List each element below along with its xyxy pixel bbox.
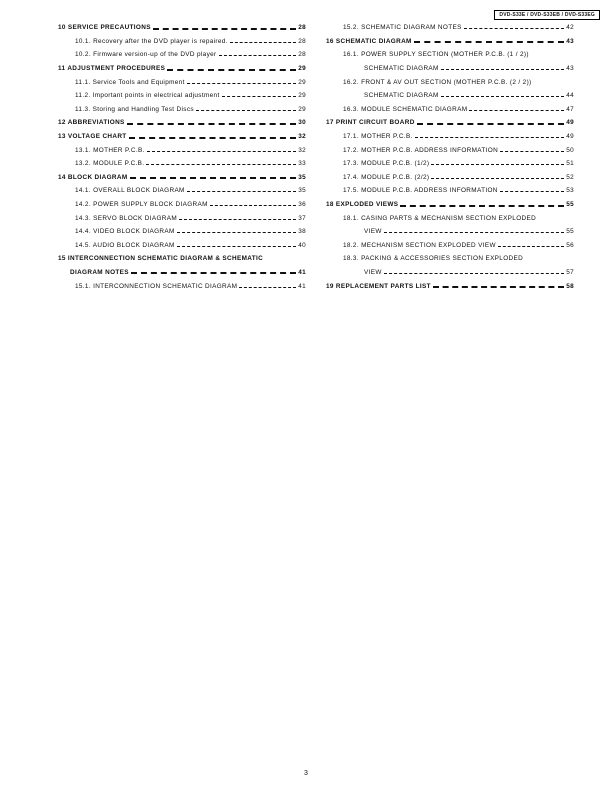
toc-entry[interactable] [326, 225, 574, 239]
dot-leader [431, 164, 564, 165]
toc-entry-title: 14 BLOCK DIAGRAM [58, 173, 128, 181]
toc-entry-title: 13 VOLTAGE CHART [58, 133, 127, 141]
page-number: 3 [304, 770, 308, 777]
toc-entry-title: 16 SCHEMATIC DIAGRAM [326, 37, 412, 45]
dot-leader [219, 55, 297, 56]
toc-entry[interactable] [326, 130, 574, 144]
toc-entry[interactable] [326, 75, 574, 89]
toc-entry[interactable] [58, 252, 306, 266]
dot-leader [230, 42, 296, 43]
toc-entry-page: 29 [298, 105, 306, 113]
toc-right-column [326, 21, 574, 293]
toc-entry-title: 13.2. MODULE P.C.B. [75, 160, 145, 168]
dot-leader [417, 123, 565, 125]
toc-entry-page: 44 [566, 92, 574, 100]
dot-leader [177, 232, 297, 233]
toc-entry-page: 35 [298, 187, 306, 195]
toc-entry-title: 15.1. INTERCONNECTION SCHEMATIC DIAGRAM [75, 282, 238, 290]
dot-leader [167, 69, 296, 71]
dot-leader [441, 69, 564, 70]
dot-leader [500, 151, 564, 152]
dot-leader [153, 28, 296, 30]
toc-entry[interactable] [58, 279, 306, 293]
dot-leader [187, 83, 296, 84]
toc-entry-title: 13.1. MOTHER P.C.B. [75, 146, 145, 154]
toc-entry[interactable] [326, 239, 574, 253]
toc-entry[interactable] [326, 266, 574, 280]
toc-entry-title: 14.2. POWER SUPPLY BLOCK DIAGRAM [75, 201, 208, 209]
dot-leader [146, 164, 296, 165]
toc-entry-title: 16.3. MODULE SCHEMATIC DIAGRAM [343, 105, 468, 113]
toc-entry[interactable] [58, 89, 306, 103]
toc-entry-title: 18.2. MECHANISM SECTION EXPLODED VIEW [343, 241, 496, 249]
toc-entry-title: 10 SERVICE PRECAUTIONS [58, 24, 151, 32]
toc-entry[interactable] [326, 35, 574, 49]
toc-entry-page: 29 [298, 92, 306, 100]
toc-entry-title: 14.1. OVERALL BLOCK DIAGRAM [75, 187, 185, 195]
toc-entry-page: 28 [298, 51, 306, 59]
toc-entry[interactable] [58, 48, 306, 62]
toc-entry-page: 33 [298, 160, 306, 168]
toc-entry-page: 38 [298, 228, 306, 236]
toc-entry-page: 35 [298, 173, 306, 181]
toc-entry[interactable] [326, 198, 574, 212]
toc-entry-title: 10.1. Recovery after the DVD player is repaired. [75, 37, 228, 45]
dot-leader [414, 41, 564, 43]
toc-entry[interactable] [58, 103, 306, 117]
toc-entry-page: 28 [298, 24, 306, 32]
dot-leader [179, 219, 296, 220]
toc-entry-title: SCHEMATIC DIAGRAM [364, 92, 439, 100]
dot-leader [400, 205, 564, 207]
toc-entry-page: 53 [566, 187, 574, 195]
dot-leader [210, 205, 296, 206]
toc-entry-title: 11.1. Service Tools and Equipment [75, 78, 185, 86]
toc-entry[interactable] [326, 48, 574, 62]
toc-entry-page: 37 [298, 214, 306, 222]
toc-entry-page: 32 [298, 146, 306, 154]
toc-entry-page: 55 [566, 201, 574, 209]
dot-leader [147, 151, 296, 152]
toc-entry[interactable] [58, 171, 306, 185]
dot-leader [177, 246, 297, 247]
model-header: DVD-S33E / DVD-S33EB / DVD-S33EG [494, 10, 600, 20]
toc-entry[interactable] [326, 89, 574, 103]
toc-entry[interactable] [326, 279, 574, 293]
toc-entry[interactable] [326, 21, 574, 35]
toc-entry-title: 11.2. Important points in electrical adjustment [75, 92, 220, 100]
toc-entry[interactable] [58, 225, 306, 239]
toc-entry[interactable] [58, 62, 306, 76]
toc-entry-title: 14.5. AUDIO BLOCK DIAGRAM [75, 241, 175, 249]
dot-leader [384, 232, 564, 233]
toc-entry-title: 10.2. Firmware version-up of the DVD player [75, 51, 217, 59]
toc-entry-title: 18.3. PACKING & ACCESSORIES SECTION EXPLODED [343, 255, 524, 263]
toc-entry[interactable] [58, 130, 306, 144]
toc-entry-title: 11.3. Storing and Handling Test Discs [75, 105, 194, 113]
toc-entry[interactable] [58, 239, 306, 253]
dot-leader [129, 137, 297, 139]
toc-entry-page: 52 [566, 173, 574, 181]
toc-entry-page: 43 [566, 65, 574, 73]
toc-entry-title: 11 ADJUSTMENT PROCEDURES [58, 65, 166, 73]
toc-entry-title: 14.4. VIDEO BLOCK DIAGRAM [75, 228, 175, 236]
toc-entry-page: 50 [566, 146, 574, 154]
toc-entry-page: 51 [566, 160, 574, 168]
toc-entry-title: 18.1. CASING PARTS & MECHANISM SECTION EXPLODED [343, 214, 537, 222]
dot-leader [131, 272, 296, 274]
dot-leader [196, 110, 296, 111]
toc-entry[interactable] [58, 184, 306, 198]
toc-entry-page: 29 [298, 78, 306, 86]
toc-entry-title: 18 EXPLODED VIEWS [326, 201, 399, 209]
toc-entry[interactable] [326, 143, 574, 157]
toc-entry-title: 14.3. SERVO BLOCK DIAGRAM [75, 214, 178, 222]
toc-entry[interactable] [326, 116, 574, 130]
toc-entry-title: 16.2. FRONT & AV OUT SECTION (MOTHER P.C.B. (2 / 2)) [343, 78, 532, 86]
toc-entry-title: 15 INTERCONNECTION SCHEMATIC DIAGRAM & SCHEMATIC [58, 255, 264, 263]
toc-entry-page: 28 [298, 37, 306, 45]
toc-entry-page: 30 [298, 119, 306, 127]
toc-entry-page: 57 [566, 268, 574, 276]
toc-entry-title: 17.5. MODULE P.C.B. ADDRESS INFORMATION [343, 187, 498, 195]
toc-entry[interactable] [58, 157, 306, 171]
toc-entry-page: 40 [298, 241, 306, 249]
toc-entry[interactable] [326, 211, 574, 225]
toc-entry[interactable] [58, 21, 306, 35]
toc-entry-page: 49 [566, 119, 574, 127]
dot-leader [441, 96, 564, 97]
toc-entry-page: 43 [566, 37, 574, 45]
dot-leader [498, 246, 564, 247]
toc-entry-page: 56 [566, 241, 574, 249]
toc-entry[interactable] [326, 252, 574, 266]
dot-leader [130, 177, 297, 179]
dot-leader [384, 273, 564, 274]
toc-entry-page: 41 [298, 282, 306, 290]
dot-leader [187, 191, 296, 192]
dot-leader [239, 287, 296, 288]
toc-entry-title: 17.3. MODULE P.C.B. (1/2) [343, 160, 430, 168]
toc-entry-title: 17.1. MOTHER P.C.B. [343, 133, 413, 141]
dot-leader [433, 286, 564, 288]
toc-entry-title: 16.1. POWER SUPPLY SECTION (MOTHER P.C.B. (1 / 2)) [343, 51, 529, 59]
toc-entry[interactable] [58, 198, 306, 212]
toc-entry-page: 49 [566, 133, 574, 141]
toc-entry-title: VIEW [364, 268, 382, 276]
dot-leader [431, 178, 564, 179]
toc-entry[interactable] [326, 171, 574, 185]
toc-entry-page: 29 [298, 65, 306, 73]
toc-entry-title: 17.2. MOTHER P.C.B. ADDRESS INFORMATION [343, 146, 499, 154]
toc-entry[interactable] [58, 211, 306, 225]
toc-entry-page: 32 [298, 133, 306, 141]
dot-leader [469, 110, 564, 111]
dot-leader [222, 96, 297, 97]
toc-entry-page: 36 [298, 201, 306, 209]
toc-entry-title: 17.4. MODULE P.C.B. (2/2) [343, 173, 430, 181]
toc-entry-page: 55 [566, 228, 574, 236]
toc-entry[interactable] [58, 143, 306, 157]
toc-entry[interactable] [58, 116, 306, 130]
toc-entry-title: 17 PRINT CIRCUIT BOARD [326, 119, 415, 127]
toc-entry[interactable] [58, 75, 306, 89]
toc-left-column [58, 21, 306, 293]
toc-entry-page: 47 [566, 105, 574, 113]
toc-entry[interactable] [58, 266, 306, 280]
toc-entry-page: 42 [566, 24, 574, 32]
toc-entry-title: VIEW [364, 228, 382, 236]
toc-entry-title: SCHEMATIC DIAGRAM [364, 65, 439, 73]
toc-entry-title: 15.2. SCHEMATIC DIAGRAM NOTES [343, 24, 462, 32]
toc-entry-page: 58 [566, 282, 574, 290]
toc-entry[interactable] [326, 184, 574, 198]
toc-entry[interactable] [326, 103, 574, 117]
toc-entry[interactable] [326, 62, 574, 76]
dot-leader [464, 28, 564, 29]
dot-leader [500, 191, 564, 192]
toc-entry[interactable] [58, 35, 306, 49]
dot-leader [127, 123, 297, 125]
toc-entry-title: 12 ABBREVIATIONS [58, 119, 125, 127]
toc-entry[interactable] [326, 157, 574, 171]
toc-entry-title: DIAGRAM NOTES [70, 268, 129, 276]
toc-entry-title: 19 REPLACEMENT PARTS LIST [326, 282, 431, 290]
toc-entry-page: 41 [298, 268, 306, 276]
dot-leader [415, 137, 564, 138]
